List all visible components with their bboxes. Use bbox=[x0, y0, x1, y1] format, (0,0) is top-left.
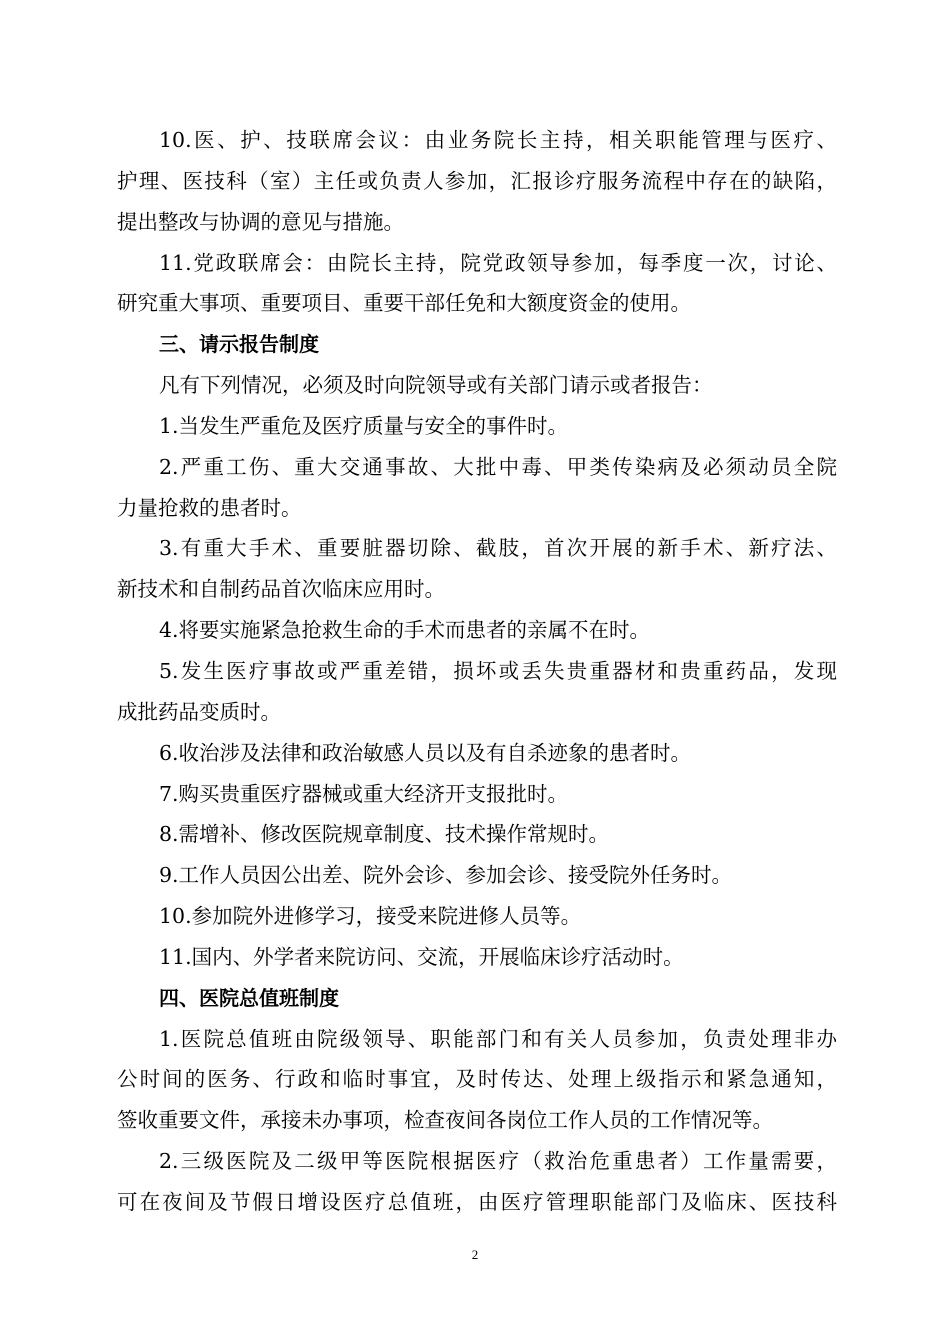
section-heading: 四、医院总值班制度 bbox=[159, 985, 339, 1010]
page-number: 2 bbox=[471, 1247, 479, 1262]
paragraph-line: 5.发生医疗事故或严重差错，损坏或丢失贵重器材和贵重药品，发现 bbox=[159, 658, 837, 683]
paragraph-line: 8.需增补、修改医院规章制度、技术操作常规时。 bbox=[159, 822, 610, 847]
paragraph-line: 11.党政联席会：由院长主持，院党政领导参加，每季度一次，讨论、 bbox=[159, 250, 837, 275]
paragraph-line: 公时间的医务、行政和临时事宜，及时传达、处理上级指示和紧急通知， bbox=[117, 1067, 837, 1092]
paragraph-line: 9.工作人员因公出差、院外会诊、参加会诊、接受院外任务时。 bbox=[159, 863, 733, 888]
document-body bbox=[117, 120, 837, 1223]
paragraph-line: 研究重大事项、重要项目、重要干部任免和大额度资金的使用。 bbox=[117, 291, 691, 316]
paragraph-line: 3.有重大手术、重要脏器切除、截肢，首次开展的新手术、新疗法、 bbox=[159, 536, 837, 561]
paragraph-line: 力量抢救的患者时。 bbox=[117, 495, 302, 520]
paragraph-line: 2.三级医院及二级甲等医院根据医疗（救治危重患者）工作量需要， bbox=[159, 1149, 837, 1174]
paragraph-line: 4.将要实施紧急抢救生命的手术而患者的亲属不在时。 bbox=[159, 618, 651, 643]
paragraph-line: 新技术和自制药品首次临床应用时。 bbox=[117, 577, 445, 602]
paragraph-line: 1.医院总值班由院级领导、职能部门和有关人员参加，负责处理非办 bbox=[159, 1026, 837, 1051]
section-heading: 三、请示报告制度 bbox=[159, 332, 319, 357]
paragraph-line: 2.严重工伤、重大交通事故、大批中毒、甲类传染病及必须动员全院 bbox=[159, 454, 837, 479]
paragraph-line: 凡有下列情况，必须及时向院领导或有关部门请示或者报告： bbox=[159, 373, 713, 398]
paragraph-line: 10.医、护、技联席会议：由业务院长主持，相关职能管理与医疗、 bbox=[159, 128, 837, 152]
paragraph-line: 1.当发生严重危及医疗质量与安全的事件时。 bbox=[159, 413, 569, 438]
paragraph-line: 签收重要文件，承接未办事项，检查夜间各岗位工作人员的工作情况等。 bbox=[117, 1108, 773, 1133]
paragraph-line: 成批药品变质时。 bbox=[117, 699, 281, 724]
paragraph-line: 11.国内、外学者来院访问、交流，开展临床诊疗活动时。 bbox=[159, 944, 684, 969]
paragraph-line: 提出整改与协调的意见与措施。 bbox=[117, 209, 404, 234]
paragraph-line: 10.参加院外进修学习，接受来院进修人员等。 bbox=[159, 904, 582, 929]
paragraph-line: 6.收治涉及法律和政治敏感人员以及有自杀迹象的患者时。 bbox=[159, 740, 692, 765]
paragraph-line: 护理、医技科（室）主任或负责人参加，汇报诊疗服务流程中存在的缺陷， bbox=[117, 168, 837, 193]
paragraph-line: 可在夜间及节假日增设医疗总值班，由医疗管理职能部门及临床、医技科 bbox=[117, 1189, 837, 1214]
paragraph-line: 7.购买贵重医疗器械或重大经济开支报批时。 bbox=[159, 781, 569, 806]
